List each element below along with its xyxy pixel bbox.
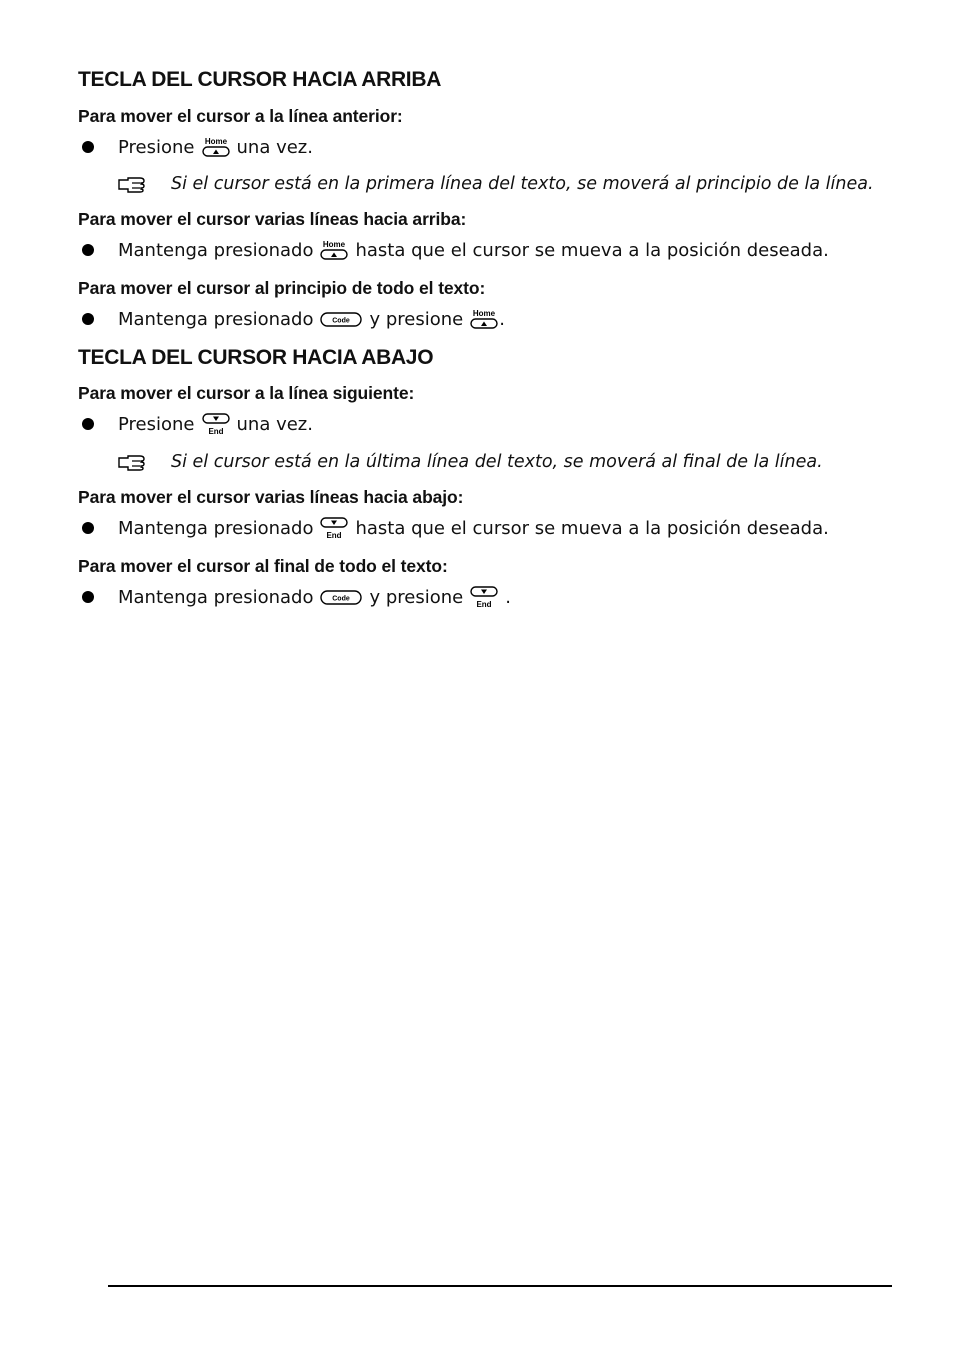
bullet-dot	[82, 313, 94, 325]
svg-text:End: End	[476, 600, 492, 609]
svg-text:Home: Home	[473, 309, 496, 318]
subheading-text-start: Para mover el cursor al principio de todo el texto:	[78, 278, 486, 298]
bullet-text-end: Mantenga presionado Code y presione End .	[82, 584, 511, 610]
code-key-icon	[319, 309, 363, 329]
home-up-key-icon	[319, 239, 349, 261]
svg-text:Home: Home	[323, 240, 346, 249]
svg-text:Home: Home	[204, 137, 227, 146]
end-down-key-icon	[319, 516, 349, 540]
subheading-text-end: Para mover el cursor al final de todo el texto:	[78, 556, 448, 576]
subheading-next-line: Para mover el cursor a la línea siguiente:	[78, 383, 415, 403]
bullet-several-lines-down: Mantenga presionado End hasta que el cursor se mueva a la posición deseada.	[82, 515, 829, 541]
home-up-key-icon	[469, 308, 499, 330]
bullet-next-line: Presione End una vez.	[82, 411, 313, 437]
subheading-several-lines-up: Para mover el cursor varias líneas hacia arriba:	[78, 209, 467, 229]
svg-text:End: End	[207, 427, 224, 436]
svg-text:Code: Code	[332, 595, 351, 603]
subheading-several-lines-down: Para mover el cursor varias líneas hacia abajo:	[78, 487, 464, 507]
bullet-previous-line: Presione Home una vez.	[82, 134, 313, 160]
bullet-several-lines-up: Mantenga presionado Home hasta que el cursor se mueva a la posición deseada.	[82, 237, 829, 263]
bullet-dot	[82, 244, 94, 256]
end-down-key-icon	[469, 585, 499, 609]
pointing-hand-icon	[118, 453, 146, 471]
bullet-dot	[82, 418, 94, 430]
svg-text:End: End	[326, 531, 343, 540]
end-down-key-icon	[201, 412, 231, 436]
bullet-text-start: Mantenga presionado Code y presione Home .	[82, 306, 505, 332]
section-heading-down: TECLA DEL CURSOR HACIA ABAJO	[78, 346, 434, 369]
svg-text:Code: Code	[332, 317, 351, 325]
home-up-key-icon	[201, 136, 231, 158]
pointing-hand-icon	[118, 175, 146, 193]
note-previous-line: Si el cursor está en la primera línea del texto, se moverá al principio de la línea.	[118, 171, 874, 197]
bullet-dot	[82, 522, 94, 534]
subheading-previous-line: Para mover el cursor a la línea anterior:	[78, 106, 403, 126]
note-next-line: Si el cursor está en la última línea del texto, se moverá al final de la línea.	[118, 449, 823, 475]
bullet-dot	[82, 141, 94, 153]
footer-rule	[108, 1285, 892, 1287]
section-heading-up: TECLA DEL CURSOR HACIA ARRIBA	[78, 68, 442, 91]
bullet-dot	[82, 591, 94, 603]
code-key-icon	[319, 587, 363, 607]
